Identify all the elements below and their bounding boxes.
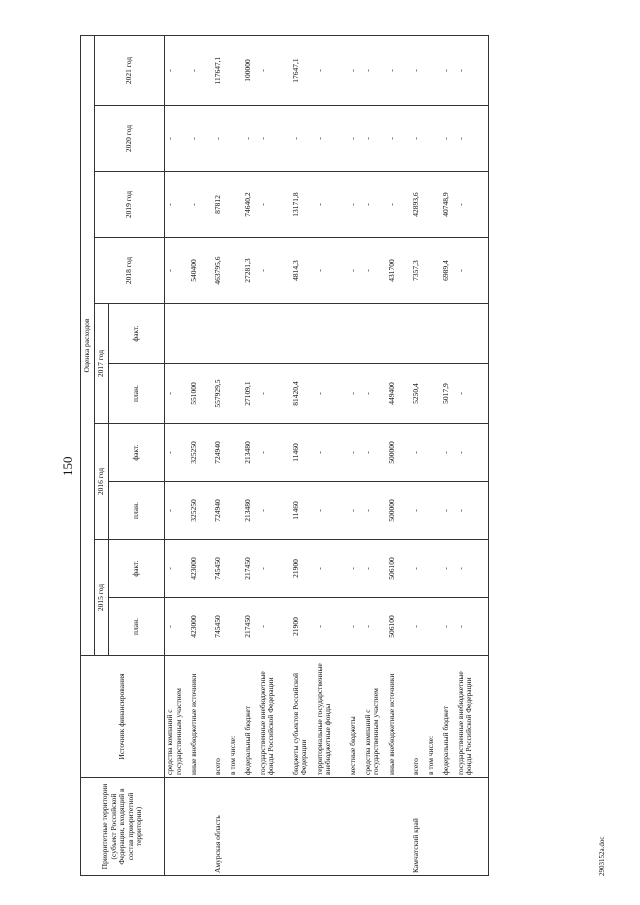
value-cell: -	[165, 598, 189, 656]
value-cell: -	[258, 540, 291, 598]
table-row	[213, 35, 228, 875]
value-cell: -	[363, 482, 387, 540]
source-cell: бюджеты субъектов Российской Федерации	[291, 656, 315, 778]
value-cell: -	[411, 35, 426, 105]
table-body	[165, 35, 489, 875]
expense-estimate-table	[80, 35, 489, 876]
value-cell	[258, 304, 291, 364]
value-cell: 449400	[387, 364, 411, 424]
value-cell: -	[363, 598, 387, 656]
value-cell: 27281,3	[243, 238, 258, 304]
value-cell	[426, 106, 441, 172]
value-cell: 40748,9	[441, 172, 456, 238]
value-cell: -	[456, 540, 489, 598]
value-cell	[441, 304, 456, 364]
year-2018-header: 2018 год	[95, 238, 165, 304]
value-cell: -	[189, 106, 213, 172]
value-cell: -	[213, 106, 228, 172]
value-cell: 5017,9	[441, 364, 456, 424]
table-row	[456, 35, 489, 875]
value-cell: 431700	[387, 238, 411, 304]
value-cell: -	[348, 238, 363, 304]
value-cell: -	[363, 35, 387, 105]
value-cell	[426, 364, 441, 424]
year-2016-header: 2016 год	[95, 424, 109, 540]
source-cell: средства компаний с государственным участием	[363, 656, 387, 778]
territory-cell	[189, 778, 213, 876]
value-cell: -	[315, 106, 348, 172]
territory-cell	[441, 778, 456, 876]
value-cell: -	[258, 238, 291, 304]
fact-2015-header: факт.	[109, 540, 165, 598]
value-cell: 506100	[387, 540, 411, 598]
territory-cell	[315, 778, 348, 876]
value-cell: -	[189, 172, 213, 238]
value-cell: -	[258, 364, 291, 424]
value-cell	[228, 106, 243, 172]
fact-2017-header: факт.	[109, 304, 165, 364]
value-cell: -	[315, 540, 348, 598]
source-cell: в том числе:	[228, 656, 243, 778]
value-cell: 745450	[213, 598, 228, 656]
value-cell: -	[315, 238, 348, 304]
source-cell: федеральный бюджет	[243, 656, 258, 778]
source-cell: иные внебюджетные источники	[387, 656, 411, 778]
value-cell: -	[291, 106, 315, 172]
year-2020-header: 2020 год	[95, 106, 165, 172]
value-cell: 325250	[189, 424, 213, 482]
value-cell	[228, 35, 243, 105]
value-cell: 6989,4	[441, 238, 456, 304]
value-cell: 500000	[387, 482, 411, 540]
value-cell	[291, 304, 315, 364]
value-cell: -	[363, 424, 387, 482]
territory-cell	[243, 778, 258, 876]
value-cell: 217450	[243, 598, 258, 656]
value-cell: -	[165, 35, 189, 105]
year-2019-header: 2019 год	[95, 172, 165, 238]
value-cell: -	[411, 598, 426, 656]
value-cell: -	[348, 172, 363, 238]
value-cell: -	[348, 598, 363, 656]
value-cell: 11460	[291, 424, 315, 482]
value-cell	[165, 304, 189, 364]
value-cell: 745450	[213, 540, 228, 598]
plan-2015-header: план.	[109, 598, 165, 656]
value-cell	[228, 424, 243, 482]
value-cell: 540400	[189, 238, 213, 304]
value-cell: -	[411, 540, 426, 598]
page-number: 150	[60, 456, 75, 476]
value-cell: -	[363, 172, 387, 238]
value-cell: -	[363, 106, 387, 172]
value-cell: -	[456, 172, 489, 238]
value-cell: 21900	[291, 540, 315, 598]
value-cell: 500000	[387, 424, 411, 482]
source-cell: федеральный бюджет	[441, 656, 456, 778]
table-row	[348, 35, 363, 875]
source-cell: средства компаний с государственным участием	[165, 656, 189, 778]
value-cell: -	[456, 598, 489, 656]
value-cell	[426, 540, 441, 598]
territory-cell: Камчатский край	[411, 778, 426, 876]
value-cell: 551000	[189, 364, 213, 424]
value-cell: -	[315, 172, 348, 238]
value-cell: -	[348, 540, 363, 598]
value-cell: -	[258, 482, 291, 540]
table-row	[189, 35, 213, 875]
table-row	[387, 35, 411, 875]
value-cell: -	[441, 482, 456, 540]
value-cell: 4814,3	[291, 238, 315, 304]
fact-2016-header: факт.	[109, 424, 165, 482]
table-row	[426, 35, 441, 875]
value-cell: -	[258, 172, 291, 238]
value-cell: 100000	[243, 35, 258, 105]
source-cell: территориальные государственные внебюджетные фонды	[315, 656, 348, 778]
value-cell: -	[348, 106, 363, 172]
value-cell	[426, 238, 441, 304]
table-row	[165, 35, 189, 875]
value-cell: 21900	[291, 598, 315, 656]
territory-cell	[348, 778, 363, 876]
value-cell	[228, 238, 243, 304]
value-cell: -	[165, 540, 189, 598]
source-cell: местные бюджеты	[348, 656, 363, 778]
value-cell: -	[165, 424, 189, 482]
value-cell: 325250	[189, 482, 213, 540]
plan-2017-header: план.	[109, 364, 165, 424]
territory-cell	[387, 778, 411, 876]
territory-cell	[363, 778, 387, 876]
value-cell: -	[165, 106, 189, 172]
value-cell: -	[258, 106, 291, 172]
value-cell: -	[165, 238, 189, 304]
territory-header: Приоритетные территории (субъект Российской Федерации, входящий в состав приоритетной территории)	[81, 778, 165, 876]
territory-cell	[426, 778, 441, 876]
value-cell: -	[189, 35, 213, 105]
value-cell: 724940	[213, 482, 228, 540]
table-row	[363, 35, 387, 875]
value-cell: -	[456, 35, 489, 105]
value-cell: -	[441, 598, 456, 656]
table-row	[441, 35, 456, 875]
table-row	[243, 35, 258, 875]
source-header: Источник финансирования	[81, 656, 165, 778]
value-cell: -	[258, 35, 291, 105]
value-cell	[228, 482, 243, 540]
value-cell: 42893,6	[411, 172, 426, 238]
rotated-content	[58, 36, 618, 876]
value-cell: -	[441, 35, 456, 105]
value-cell: -	[165, 482, 189, 540]
value-cell: -	[315, 364, 348, 424]
value-cell: -	[456, 106, 489, 172]
value-cell: -	[411, 106, 426, 172]
value-cell	[426, 482, 441, 540]
value-cell	[315, 304, 348, 364]
value-cell: 5250,4	[411, 364, 426, 424]
value-cell: -	[258, 424, 291, 482]
value-cell: 17647,1	[291, 35, 315, 105]
value-cell: 13171,8	[291, 172, 315, 238]
value-cell: -	[258, 598, 291, 656]
value-cell	[189, 304, 213, 364]
value-cell	[228, 540, 243, 598]
value-cell: -	[348, 35, 363, 105]
document-code: 2903152а.doc	[598, 836, 606, 876]
value-cell: -	[315, 598, 348, 656]
value-cell: 506100	[387, 598, 411, 656]
value-cell: -	[315, 424, 348, 482]
value-cell	[228, 598, 243, 656]
value-cell: -	[387, 106, 411, 172]
year-2017-header: 2017 год	[95, 304, 109, 424]
value-cell: 11460	[291, 482, 315, 540]
value-cell	[228, 172, 243, 238]
value-cell	[411, 304, 426, 364]
value-cell	[456, 304, 489, 364]
year-2021-header: 2021 год	[95, 35, 165, 105]
source-cell: всего	[213, 656, 228, 778]
value-cell: -	[456, 364, 489, 424]
value-cell	[426, 598, 441, 656]
source-cell: в том числе:	[426, 656, 441, 778]
value-cell	[213, 304, 228, 364]
value-cell	[228, 304, 243, 364]
table-row	[228, 35, 243, 875]
territory-cell	[291, 778, 315, 876]
value-cell: -	[441, 106, 456, 172]
table-row	[258, 35, 291, 875]
value-cell: -	[456, 238, 489, 304]
value-cell: 74640,2	[243, 172, 258, 238]
value-cell: -	[411, 482, 426, 540]
value-cell: -	[363, 238, 387, 304]
value-cell: 87812	[213, 172, 228, 238]
source-cell: государственные внебюджетные фонды Российской Федерации	[258, 656, 291, 778]
value-cell: -	[243, 106, 258, 172]
source-cell: всего	[411, 656, 426, 778]
value-cell: -	[165, 364, 189, 424]
value-cell: -	[363, 540, 387, 598]
plan-2016-header: план.	[109, 482, 165, 540]
value-cell	[243, 304, 258, 364]
value-cell	[363, 304, 387, 364]
value-cell: 423000	[189, 598, 213, 656]
estimate-header: Оценка расходов	[81, 35, 95, 655]
value-cell: 213480	[243, 424, 258, 482]
value-cell: -	[165, 172, 189, 238]
territory-cell	[456, 778, 489, 876]
value-cell	[387, 304, 411, 364]
source-cell: государственные внебюджетные фонды Российской Федерации	[456, 656, 489, 778]
value-cell	[426, 35, 441, 105]
value-cell: -	[456, 482, 489, 540]
value-cell: -	[348, 364, 363, 424]
value-cell: 423000	[189, 540, 213, 598]
source-cell: иные внебюджетные источники	[189, 656, 213, 778]
value-cell: -	[456, 424, 489, 482]
value-cell	[228, 364, 243, 424]
territory-cell	[228, 778, 243, 876]
value-cell: -	[441, 540, 456, 598]
territory-cell: Амурская область	[213, 778, 228, 876]
value-cell: -	[387, 172, 411, 238]
territory-cell	[258, 778, 291, 876]
value-cell: -	[387, 35, 411, 105]
territory-cell	[165, 778, 189, 876]
table-row	[315, 35, 348, 875]
value-cell: 217450	[243, 540, 258, 598]
value-cell: -	[441, 424, 456, 482]
value-cell: 557929,5	[213, 364, 228, 424]
table-row	[291, 35, 315, 875]
value-cell: -	[348, 482, 363, 540]
value-cell: 27109,1	[243, 364, 258, 424]
value-cell: 117647,1	[213, 35, 228, 105]
value-cell: -	[411, 424, 426, 482]
year-2015-header: 2015 год	[95, 540, 109, 656]
value-cell: 463795,6	[213, 238, 228, 304]
value-cell	[426, 424, 441, 482]
value-cell: 724940	[213, 424, 228, 482]
value-cell: 213480	[243, 482, 258, 540]
value-cell: 81420,4	[291, 364, 315, 424]
value-cell: -	[315, 482, 348, 540]
value-cell: 7357,3	[411, 238, 426, 304]
value-cell	[348, 304, 363, 364]
value-cell: -	[363, 364, 387, 424]
value-cell: -	[348, 424, 363, 482]
table-row	[411, 35, 426, 875]
value-cell	[426, 172, 441, 238]
value-cell	[426, 304, 441, 364]
value-cell: -	[315, 35, 348, 105]
